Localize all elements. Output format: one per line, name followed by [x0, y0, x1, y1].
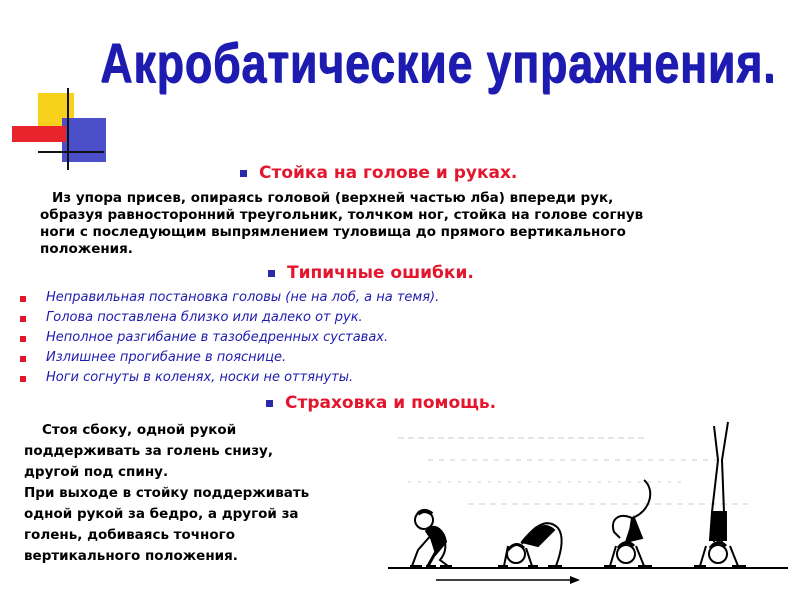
heading-text: Стойка на голове и руках. [259, 163, 518, 183]
list-item-text: Неправильная постановка головы (не на лоб, а на темя). [46, 290, 440, 305]
headstand-description [40, 190, 780, 258]
description-line: ноги с последующим выпрямлением туловища до прямого вертикального [40, 224, 626, 240]
bullet-icon [20, 296, 26, 302]
heading-bullet-icon [266, 400, 273, 407]
spotting-description [24, 420, 384, 567]
section-heading-errors [268, 263, 474, 283]
bullet-icon [20, 356, 26, 362]
description-line: При выходе в стойку поддерживать [24, 485, 310, 501]
section-heading-headstand [240, 163, 517, 183]
list-item [20, 310, 580, 330]
description-line: положения. [40, 241, 133, 257]
bullet-icon [20, 316, 26, 322]
heading-text: Типичные ошибки. [287, 263, 474, 283]
list-item-text: Ноги согнуты в коленях, носки не оттянуты. [46, 370, 354, 385]
list-item [20, 330, 580, 350]
heading-bullet-icon [268, 270, 275, 277]
decor-red-bar [12, 126, 66, 142]
description-line: Из упора присев, опираясь головой (верхней частью лба) впереди рук, [52, 190, 614, 206]
errors-list [20, 290, 580, 390]
bullet-icon [20, 336, 26, 342]
list-item-text: Излишнее прогибание в пояснице. [46, 350, 287, 365]
list-item [20, 370, 580, 390]
description-line: образуя равносторонний треугольник, толчком ног, стойка на голове согнув [40, 207, 644, 223]
faint-background-text [398, 438, 748, 504]
headstand-sequence-illustration [388, 420, 788, 600]
list-item [20, 350, 580, 370]
decor-horizontal-line [38, 151, 104, 153]
figure-full-headstand [694, 422, 746, 566]
direction-arrow-icon [436, 576, 580, 584]
description-line: одной рукой за бедро, а другой за [24, 506, 299, 522]
section-heading-spotting [266, 393, 496, 413]
list-item-text: Голова поставлена близко или далеко от рук. [46, 310, 363, 325]
description-line: поддерживать за голень снизу, [24, 443, 273, 459]
bullet-icon [20, 376, 26, 382]
figure-squat [410, 511, 452, 566]
list-item [20, 290, 580, 310]
description-line: вертикального положения. [24, 548, 238, 564]
heading-bullet-icon [240, 170, 247, 177]
slide-title: Акробатические упражнения. [100, 31, 777, 94]
description-line: голень, добиваясь точного [24, 527, 235, 543]
decor-vertical-line [67, 88, 69, 170]
description-line: Стоя сбоку, одной рукой [42, 422, 237, 438]
figure-head-placement [498, 523, 562, 566]
list-item-text: Неполное разгибание в тазобедренных суставах. [46, 330, 389, 345]
description-line: другой под спину. [24, 464, 169, 480]
figure-tuck-headstand [604, 480, 652, 566]
heading-text: Страховка и помощь. [285, 393, 497, 413]
